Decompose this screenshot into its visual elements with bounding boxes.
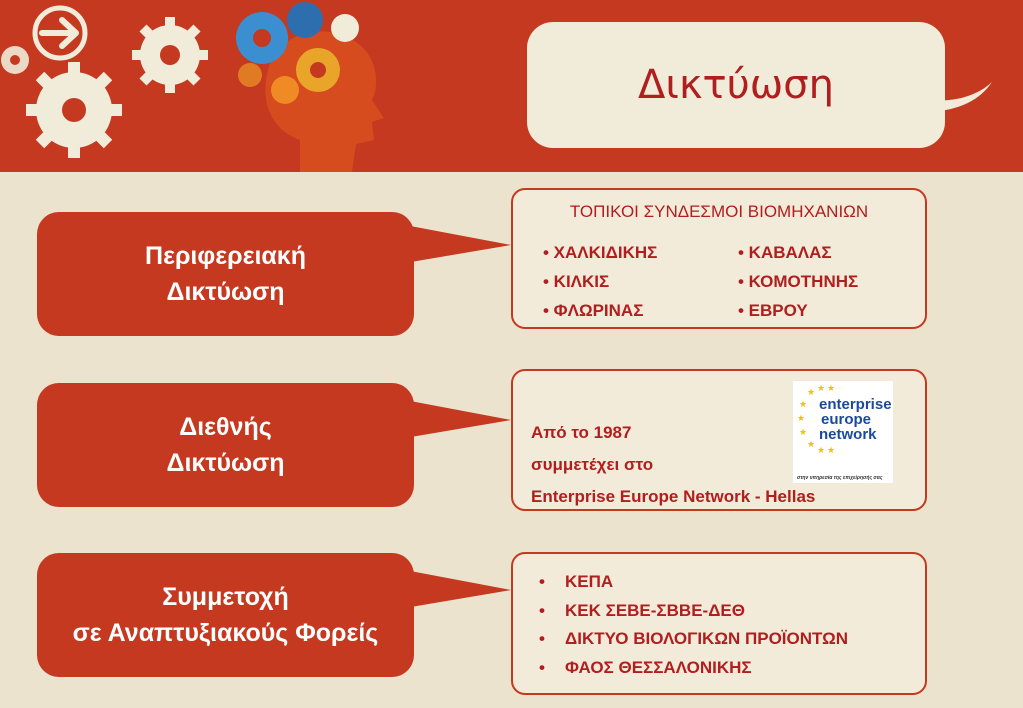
gear-icon <box>132 17 208 93</box>
participation-details-box <box>511 552 927 695</box>
gear-icon <box>1 46 29 74</box>
text-line: Από το 1987 <box>531 423 632 442</box>
participation-box <box>37 553 414 677</box>
international-label-line2: Δικτύωση <box>166 449 285 477</box>
svg-text:★: ★ <box>817 446 826 456</box>
enterprise-europe-network-logo <box>793 381 893 483</box>
page-title: Δικτύωση <box>638 62 834 108</box>
regional-list-col1 <box>543 238 657 325</box>
list-item: • ΚΕΚ ΣΕΒΕ-ΣΒΒΕ-ΔΕΘ <box>539 597 848 626</box>
participation-list <box>539 568 848 682</box>
text-line: Enterprise Europe Network - Hellas <box>531 487 816 506</box>
een-logo-graphic <box>793 381 893 483</box>
arrow-circle-icon <box>35 8 85 58</box>
svg-text:enterprise: enterprise <box>819 396 892 413</box>
list-item: • ΚΟΜΟΤΗΝΗΣ <box>738 272 859 291</box>
bubble-tail <box>930 70 1000 130</box>
regional-label-line1: Περιφερειακή <box>145 242 306 270</box>
svg-text:★: ★ <box>827 384 836 394</box>
regional-label-line2: Δικτύωση <box>166 278 285 306</box>
participation-label-line1: Συμμετοχή <box>162 583 289 611</box>
svg-text:★: ★ <box>807 388 816 398</box>
list-item: • ΧΑΛΚΙΔΙΚΗΣ <box>543 243 658 262</box>
list-item: • ΚΑΒΑΛΑΣ <box>738 243 832 262</box>
regional-details-box <box>511 188 927 329</box>
participation-label-line2: σε Αναπτυξιακούς Φορείς <box>72 619 379 647</box>
list-item: • ΚΙΛΚΙΣ <box>543 272 610 291</box>
svg-text:★: ★ <box>827 446 836 456</box>
gears-head-illustration <box>0 0 520 172</box>
svg-text:★: ★ <box>799 400 808 410</box>
list-item: • ΚΕΠΑ <box>539 568 848 597</box>
arrow-pointer <box>405 400 515 440</box>
regional-heading: ΤΟΠΙΚΟΙ ΣΥΝΔΕΣΜΟΙ ΒΙΟΜΗΧΑΝΙΩΝ <box>569 202 869 221</box>
regional-list-col2 <box>738 238 858 325</box>
arrow-pointer <box>405 225 515 265</box>
regional-networking-box <box>37 212 414 336</box>
svg-text:★: ★ <box>817 384 826 394</box>
list-item: • ΔΙΚΤΥΟ ΒΙΟΛΟΓΙΚΩΝ ΠΡΟΪΟΝΤΩΝ <box>539 625 848 654</box>
list-item: • ΕΒΡΟΥ <box>738 301 808 320</box>
international-details-box <box>511 369 927 511</box>
svg-text:network: network <box>819 426 877 443</box>
title-bubble <box>527 22 945 148</box>
international-label-line1: Διεθνής <box>179 413 272 441</box>
text-line: συμμετέχει στο <box>531 455 654 474</box>
header-banner <box>0 0 1023 172</box>
svg-text:★: ★ <box>797 414 806 424</box>
svg-text:★: ★ <box>807 440 816 450</box>
gear-icon <box>26 62 122 158</box>
list-item: • ΦΑΟΣ ΘΕΣΣΑΛΟΝΙΚΗΣ <box>539 654 848 683</box>
international-text <box>531 417 815 513</box>
arrow-pointer <box>405 570 515 610</box>
svg-text:★: ★ <box>799 428 808 438</box>
international-networking-box <box>37 383 414 507</box>
svg-text:europe: europe <box>821 411 872 428</box>
svg-text:στην υπηρεσία της επιχείρησής: στην υπηρεσία της επιχείρησής σας <box>797 475 883 481</box>
list-item: • ΦΛΩΡΙΝΑΣ <box>543 301 644 320</box>
